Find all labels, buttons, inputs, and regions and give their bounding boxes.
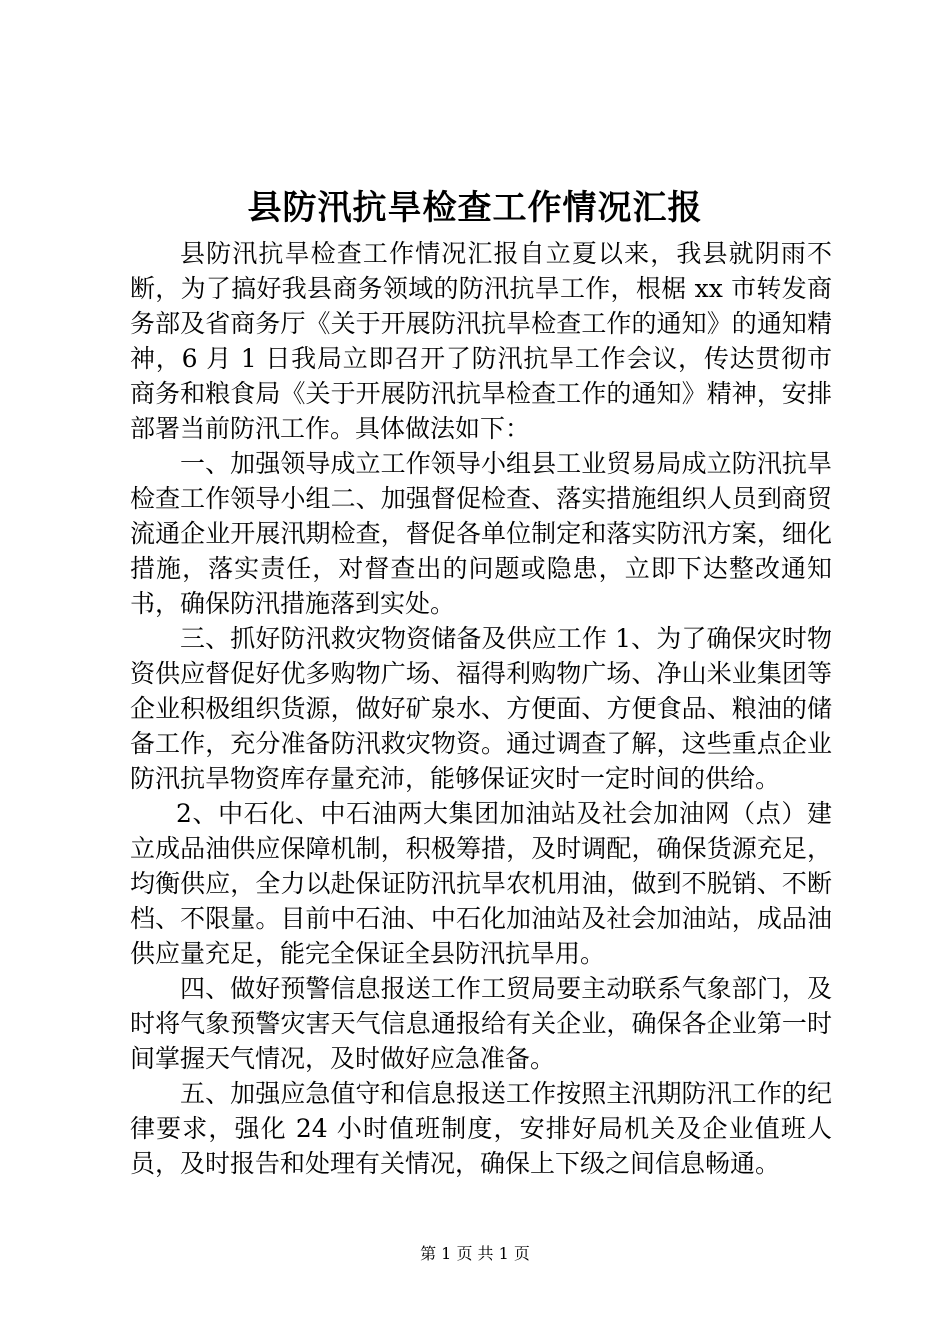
document-body xyxy=(130,236,832,1181)
paragraph-section-1-2: 一、加强领导成立工作领导小组县工业贸易局成立防汛抗旱检查工作领导小组二、加强督促检查、落实措施组织人员到商贸流通企业开展汛期检查，督促各单位制定和落实防汛方案，细化措施，落实责任，对督查出的问题或隐患，立即下达整改通知书，确保防汛措施落到实处。 xyxy=(130,449,832,618)
document-title: 县防汛抗旱检查工作情况汇报 xyxy=(247,188,703,228)
paragraph-section-5: 五、加强应急值守和信息报送工作按照主汛期防汛工作的纪律要求，强化 24 小时值班制度，安排好局机关及企业值班人员，及时报告和处理有关情况，确保上下级之间信息畅通。 xyxy=(130,1079,832,1178)
paragraph-intro: 县防汛抗旱检查工作情况汇报自立夏以来，我县就阴雨不断，为了搞好我县商务领域的防汛抗旱工作，根椐 xx 市转发商务部及省商务厅《关于开展防汛抗旱检查工作的通知》的通知精神，6 月 1 日我局立即召开了防汛抗旱工作会议，传达贯彻市商务和粮食局《关于开展防汛抗旱检查工作的通知》精神，安排部署当前防汛工作。具体做法如下： xyxy=(130,239,832,443)
paragraph-section-4: 四、做好预警信息报送工作工贸局要主动联系气象部门，及时将气象预警灾害天气信息通报给有关企业，确保各企业第一时间掌握天气情况，及时做好应急准备。 xyxy=(130,974,832,1073)
page-footer: 第 1 页 共 1 页 xyxy=(420,1244,530,1263)
paragraph-section-3-item-2: 2、中石化、中石油两大集团加油站及社会加油网（点）建立成品油供应保障机制，积极筹措，及时调配，确保货源充足，均衡供应，全力以赴保证防汛抗旱农机用油，做到不脱销、不断档、不限量。目前中石油、中石化加油站及社会加油站，成品油供应量充足，能完全保证全县防汛抗旱用。 xyxy=(130,799,832,968)
paragraph-section-3: 三、抓好防汛救灾物资储备及供应工作 1、为了确保灾时物资供应督促好优多购物广场、福得利购物广场、净山米业集团等企业积极组织货源，做好矿泉水、方便面、方便食品、粮油的储备工作，充分准备防汛救灾物资。通过调查了解，这些重点企业防汛抗旱物资库存量充沛，能够保证灾时一定时间的供给。 xyxy=(130,624,832,793)
